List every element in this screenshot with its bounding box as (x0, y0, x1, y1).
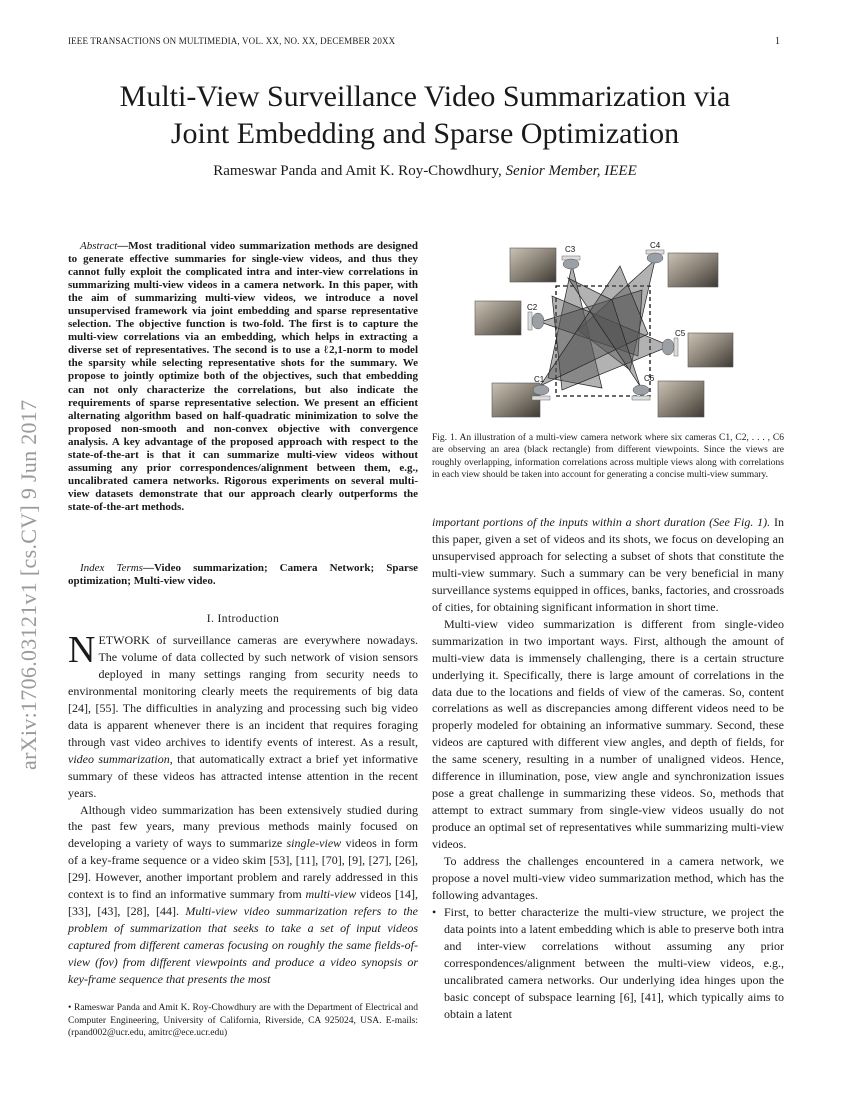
page-number: 1 (775, 36, 780, 47)
bullet-text: First, to better characterize the multi-view structure, we project the data points into a latent embedding which is able to preserve both intra and inter-view correlations without assuming any prior correspondences/alignment between the multi-view videos, e.g., uncalibrated camera networks. Our underlying idea hinges upon the basic concept of subspace learning [6], [41], which typically aims to obtain a latent (444, 904, 784, 1021)
intro-p1-a: of surveillance cameras are everywhere nowadays. The volume of data collected by such network of vision sensors deployed in many settings ranging from security needs to environmental monitoring clearly meets the requirements of big data [24], [55]. The difficulties in analyzing and processing such big video data is apparent whenever there is an incident that requires foraging through vast video archives to identify events of interest. As a result, (68, 633, 418, 749)
intro-paragraph-2 (68, 802, 418, 988)
camera-c1-icon (532, 385, 550, 400)
author-role: Senior Member, IEEE (505, 163, 637, 179)
intro-p2-c: videos [14], [33], [43], [28], [44]. (68, 887, 418, 919)
intro-p2-em3: Multi-view video summarization refers to the problem of summarization that seeks to take a set of input videos captured from different cameras focusing on roughly the same fields-of-view (fov) from different viewpoints and produce a video synopsis or key-frame sequence that presents the most (68, 904, 419, 987)
author-line (40, 163, 810, 180)
right-cont: In this paper, given a set of videos and its shots, we focus on developing an unsupervised approach for selecting a subset of shots that constitute the multi-view summary. Such a summary can be very beneficial in many surveillance systems equipped in offices, banks, factories, and crossroads of cities, for obtaining significant information in short time. (432, 515, 785, 614)
intro-caps: ETWORK (98, 633, 150, 647)
arxiv-stamp: arXiv:1706.03121v1 [cs.CV] 9 Jun 2017 (16, 399, 41, 770)
intro-p2-b: videos in form of a key-frame sequence or a video skim [53], [11], [70], [9], [27], [26], [29]. However, another important problem and rarely addressed in this context is to find an informative summary from (68, 836, 418, 902)
camera-label-c5: C5 (675, 329, 686, 338)
index-terms (68, 562, 418, 588)
dropcap-letter: N (68, 629, 96, 671)
abstract-label: Abstract (80, 240, 118, 252)
camera-label-c4: C4 (650, 241, 661, 250)
camera-c5-icon (662, 338, 678, 356)
footnote: • Rameswar Panda and Amit K. Roy-Chowdhury are with the Department of Electrical and Computer Engineering, University of California, Riverside, CA 925024, USA. E-mails: (rpand002@ucr.edu, amitrc@ece.ucr.edu) (68, 1003, 418, 1038)
intro-paragraph-1 (68, 629, 418, 802)
right-paragraph-2: Multi-view video summarization is different from single-video summarization in two important ways. First, although the amount of multi-view data is immensely challenging, there is a certain structure underlying it. Specifically, there is large amount of correlations in the data due to the locations and fields of view of the cameras. So, content correlations as well as discrepancies among different videos need to be properly modeled for obtaining an informative summary. Second, these videos are captured with different view angles, and depth of fields, for the same scenery, resulting in a number of unaligned videos. Hence, difference in illumination, pose, view angle and synchronization issues pose a great challenge in summarizing these videos. So, methods that attempt to extract summary from single-view videos usually do not produce an optimal set of representatives while summarizing multi-view videos. (432, 616, 784, 852)
intro-text (68, 629, 419, 988)
right-paragraph-1 (432, 514, 784, 616)
section-heading: I. Introduction (206, 613, 280, 625)
multi-view-camera-figure (470, 238, 735, 424)
intro-p2-em2: multi-view (305, 887, 357, 902)
camera-c2-icon (528, 312, 544, 330)
author-names: Rameswar Panda and Amit K. Roy-Chowdhury, (213, 163, 502, 179)
right-cont-em: important portions of the inputs within a short duration (See Fig. 1). (432, 515, 771, 529)
camera-label-c1: C1 (534, 375, 545, 384)
right-paragraph-3: To address the challenges encountered in a camera network, we propose a novel multi-view video summarization method, which has the following advantages. (432, 854, 784, 902)
title-line-1: Multi-View Surveillance Video Summarization via (119, 80, 731, 113)
title-line-2: Joint Embedding and Sparse Optimization (170, 117, 680, 150)
intro-p2-a: Although video summarization has been extensively studied during the past few years, many previous methods mainly focused on developing a variety of ways to summarize (68, 802, 418, 851)
advantage-bullet (432, 904, 784, 1023)
journal-header: IEEE TRANSACTIONS ON MULTIMEDIA, VOL. XX, NO. XX, DECEMBER 20XX (68, 36, 396, 46)
right-column-text (432, 514, 784, 1023)
video-frame-c6 (658, 381, 704, 417)
video-frame-c3 (510, 248, 556, 282)
camera-c4-icon (646, 250, 664, 263)
bullet-marker: • (432, 904, 437, 919)
abstract (68, 240, 418, 514)
intro-p2-em1: single-view (286, 836, 342, 851)
abstract-text: —Most traditional video summarization methods are designed to generate effective summaries for single-view videos, and thus they cannot fully exploit the complicated intra and inter-view correlations in summarizing multi-view videos in a camera network. In this paper, with the aim of summarizing multi-view videos, we introduce a novel unsupervised framework via joint embedding and sparse representative selection. The objective function is two-fold. The first is to capture the multi-view correlations via an embedding, which helps in extracting a diverse set of representatives. The second is to use a ℓ2,1-norm to model the sparsity while selecting representative shots for the summary. We propose to jointly optimize both of the objectives, such that embedding can not only characterize the correlations, but also indicate the requirements of sparse representative selection. We present an efficient alternating algorithm based on half-quadratic minimization to solve the proposed non-smooth and non-convex objective with convergence analysis. A key advantage of the proposed approach with respect to the state-of-the-art is that it can summarize multi-view videos without assuming any prior correspondences/alignment between them, e.g., uncalibrated camera networks. Rigorous experiments on several multi-view datasets demonstrate that our approach clearly outperforms the state-of-the-art methods. (68, 240, 418, 513)
intro-p1-em: video summarization (68, 751, 170, 766)
intro-p1-b: , that automatically extract a brief yet informative summary of these videos has attracted intense attention in the recent years. (68, 751, 418, 800)
paper-title (40, 78, 810, 152)
figure-caption: Fig. 1. An illustration of a multi-view camera network where six cameras C1, C2, . . . , C6 are observing an area (black rectangle) from different viewpoints. Since the views are roughly overlapping, information correlations across multiple views along with correlations in each view should be taken into account for generating a concise multi-view summary. (432, 433, 784, 480)
index-terms-text: —Video summarization; Camera Network; Sparse optimization; Multi-view video. (68, 562, 418, 588)
camera-c6-icon (632, 385, 650, 400)
camera-c3-icon (562, 256, 580, 269)
video-frame-c2 (475, 301, 521, 335)
camera-label-c2: C2 (527, 303, 538, 312)
index-terms-label: Index Terms (80, 562, 143, 574)
video-frame-c4 (668, 253, 718, 287)
camera-label-c3: C3 (565, 245, 576, 254)
camera-label-c6: C6 (644, 374, 655, 383)
video-frame-c5 (688, 333, 733, 367)
